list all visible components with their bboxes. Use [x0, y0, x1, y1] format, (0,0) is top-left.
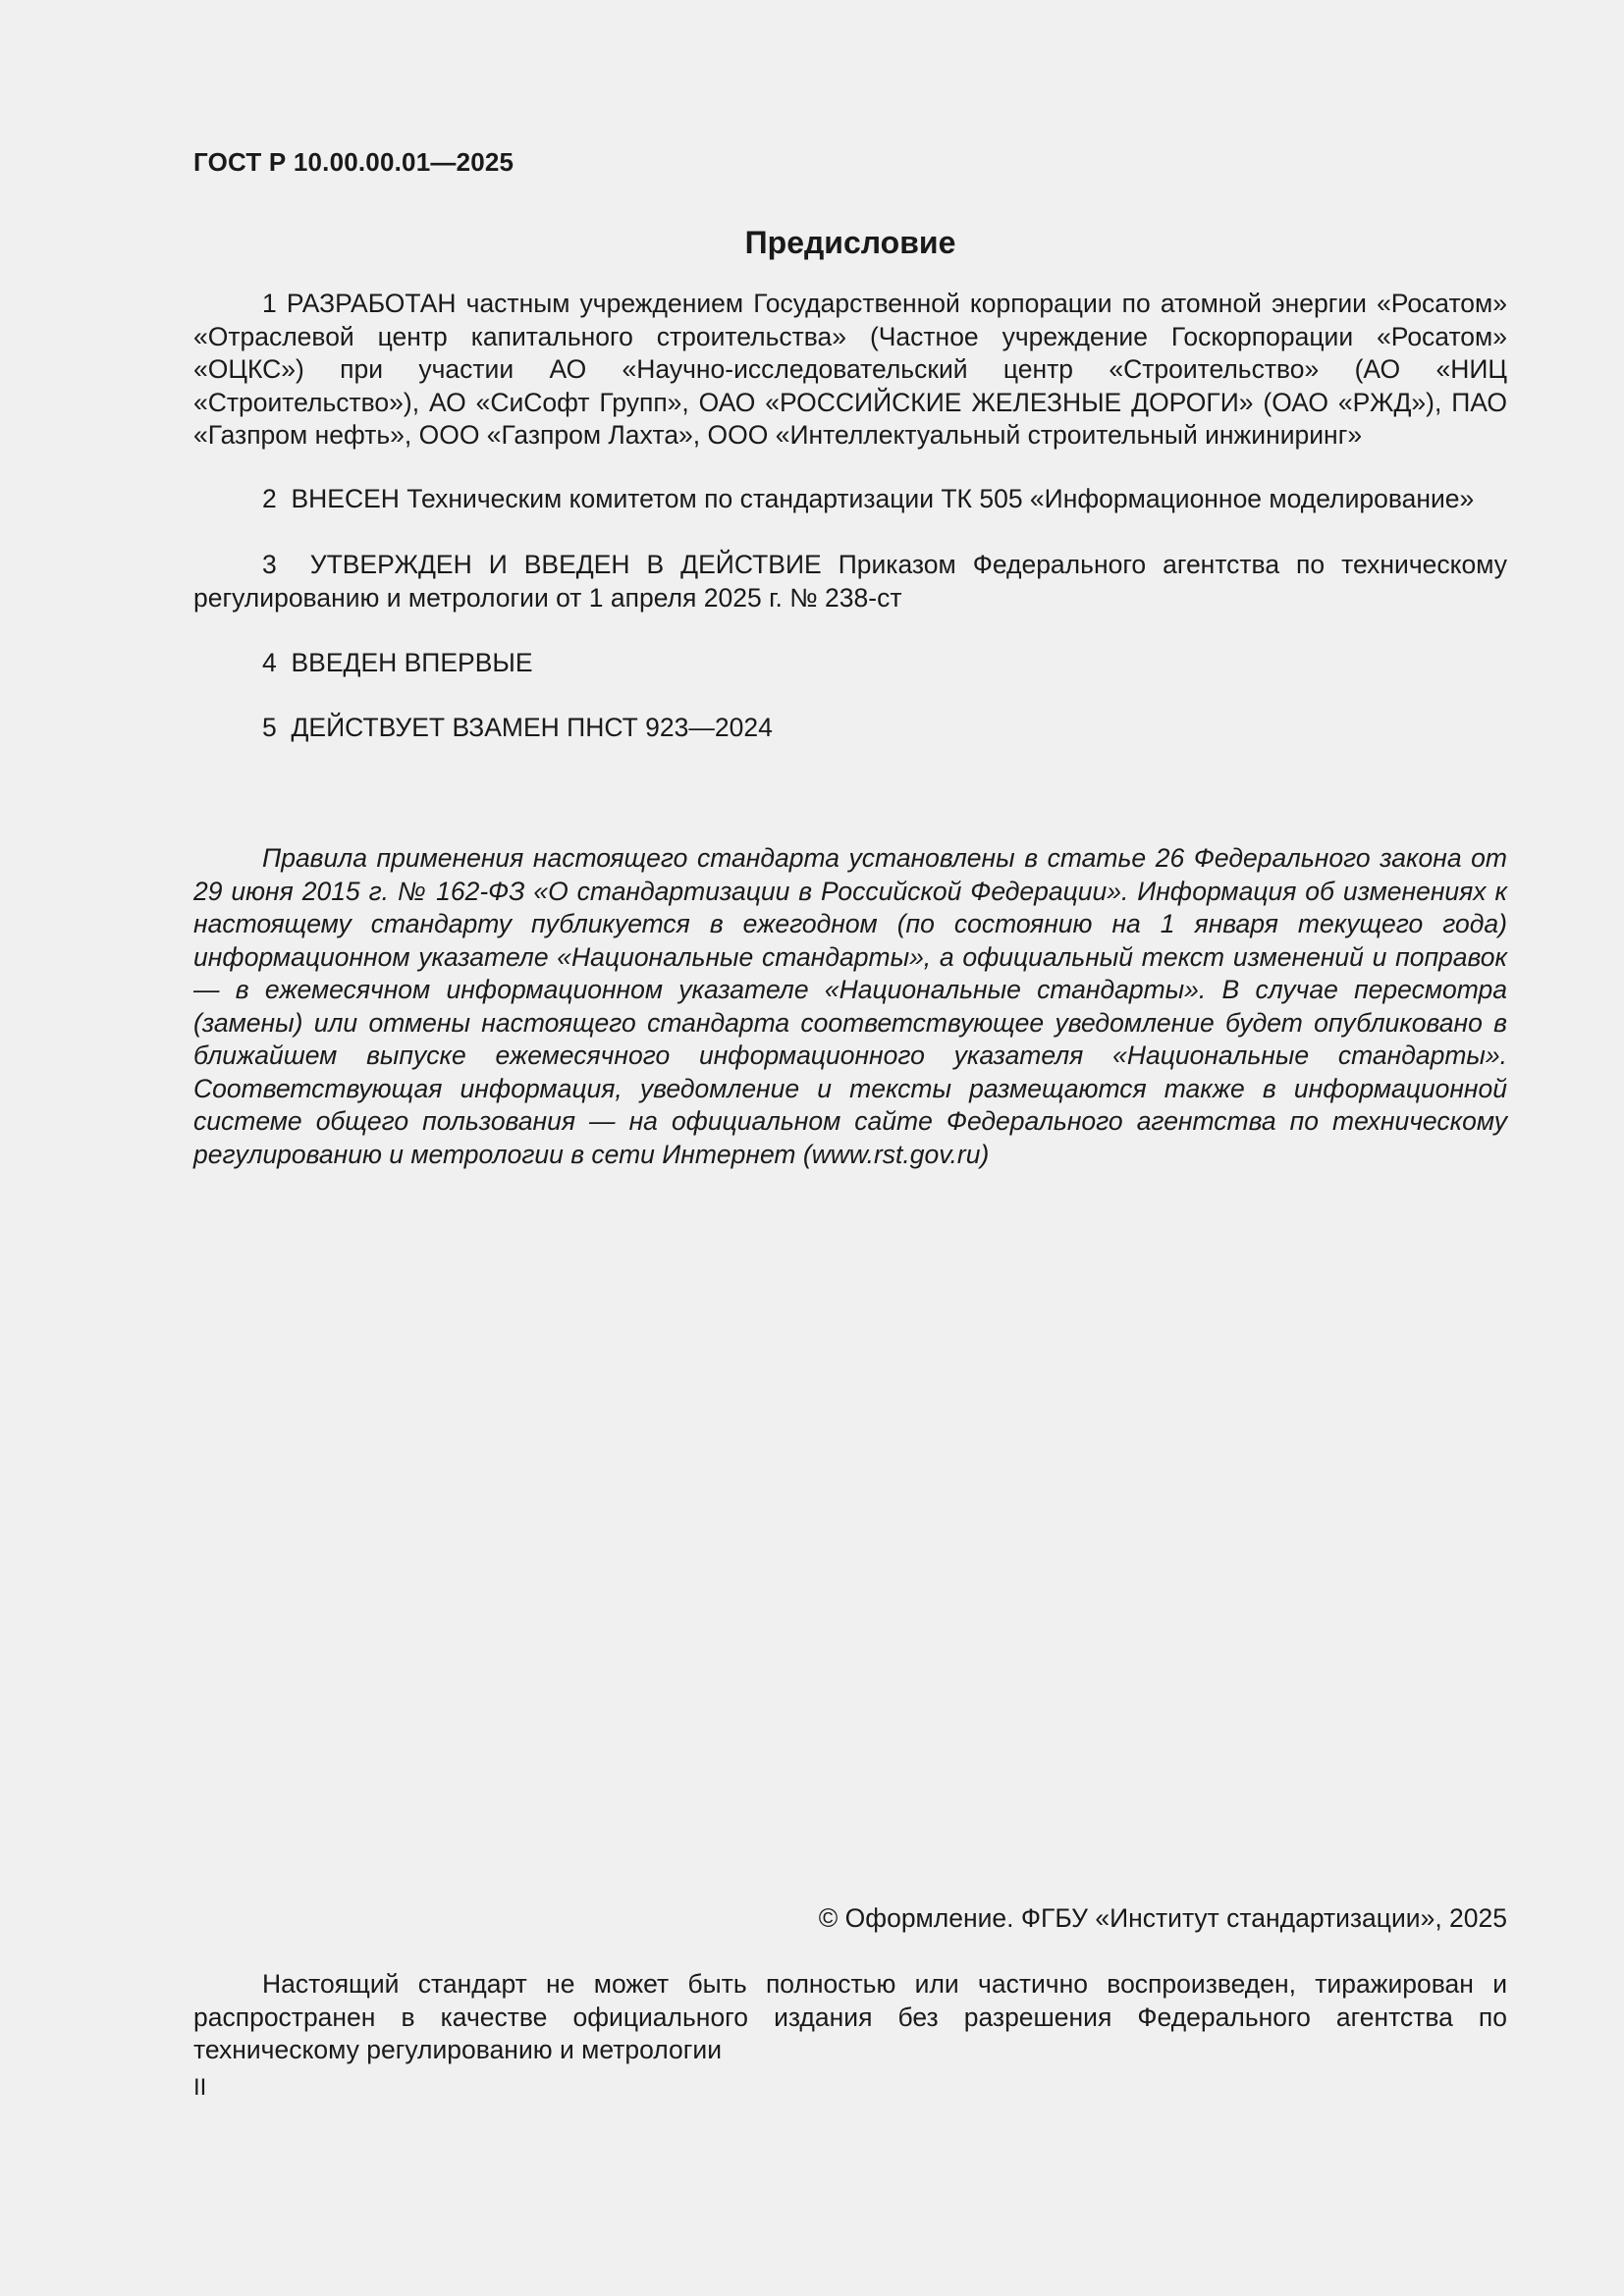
item-number: 5: [262, 713, 277, 742]
foreword-item-5: [193, 712, 1507, 745]
foreword-item-4: [193, 647, 1507, 680]
document-page: [193, 0, 1507, 2296]
page-title: Предисловие: [744, 225, 956, 260]
item-lead: РАЗРАБОТАН: [286, 289, 457, 318]
item-text: Техническим комитетом по стандартизации ТК 505 «Информационное моделирование»: [399, 484, 1475, 513]
foreword-item-1: [193, 288, 1507, 453]
document-code: ГОСТ Р 10.00.00.01—2025: [193, 147, 514, 177]
item-lead: ВВЕДЕН ВПЕРВЫЕ: [291, 648, 533, 677]
rules-notice: Правила применения настоящего стандарта установлены в статье 26 Федерального закона от 29 июня 2015 г. № 162-ФЗ «О стандартизации в Российской Федерации». Информация об изменениях к настоящему стандарту публикуется в ежегодном (по состоянию на 1 января текущего года) информационном указателе «Национальные стандарты», а официальный текст изменений и поправок — в ежемесячном информационном указателе «Национальные стандарты». В случае пересмотра (замены) или отмены настоящего стандарта соответствующее уведомление будет опубликовано в ближайшем выпуске ежемесячного информационного указателя «Национальные стандарты». Соответствующая информация, уведомление и тексты размещаются также в информационной системе общего пользования — на официальном сайте Федерального агентства по техническому регулированию и метрологии в сети Интернет (www.rst.gov.ru): [193, 843, 1507, 1169]
item-lead: ВНЕСЕН: [291, 484, 400, 513]
reproduction-notice: Настоящий стандарт не может быть полностью или частично воспроизведен, тиражирован и распространен в качестве официального издания без разрешения Федерального агентства по техническому регулированию и метрологии: [193, 1969, 1507, 2064]
item-lead: ДЕЙСТВУЕТ ВЗАМЕН ПНСТ 923—2024: [291, 713, 773, 742]
item-text: Приказом Федерального агентства по техническому регулированию и метрологии от 1 апреля 2025 г. № 238-ст: [193, 550, 1508, 613]
item-number: 1: [262, 289, 277, 318]
item-number: 2: [262, 484, 277, 513]
foreword-item-2: [193, 483, 1507, 516]
item-lead: УТВЕРЖДЕН И ВВЕДЕН В ДЕЙСТВИЕ: [309, 550, 822, 579]
copyright-line: © Оформление. ФГБУ «Институт стандартизации», 2025: [818, 1903, 1507, 1933]
item-number: 3: [262, 550, 277, 579]
item-number: 4: [262, 648, 277, 677]
foreword-item-3: [193, 549, 1507, 614]
item-text: частным учреждением Государственной корпорации по атомной энергии «Росатом» «Отраслевой центр капитального строительства» (Частное учреждение Госкорпорации «Росатом» «ОЦКС») при участии АО «Научно-исследовательский центр «Строительство» (АО «НИЦ «Строительство»), АО «СиСофт Групп», ОАО «РОССИЙСКИЕ ЖЕЛЕЗНЫЕ ДОРОГИ» (ОАО «РЖД»), ПАО «Газпром нефть», ООО «Газпром Лахта», ООО «Интеллектуальный строительный инжиниринг»: [193, 289, 1507, 450]
page-number: II: [193, 2074, 207, 2101]
